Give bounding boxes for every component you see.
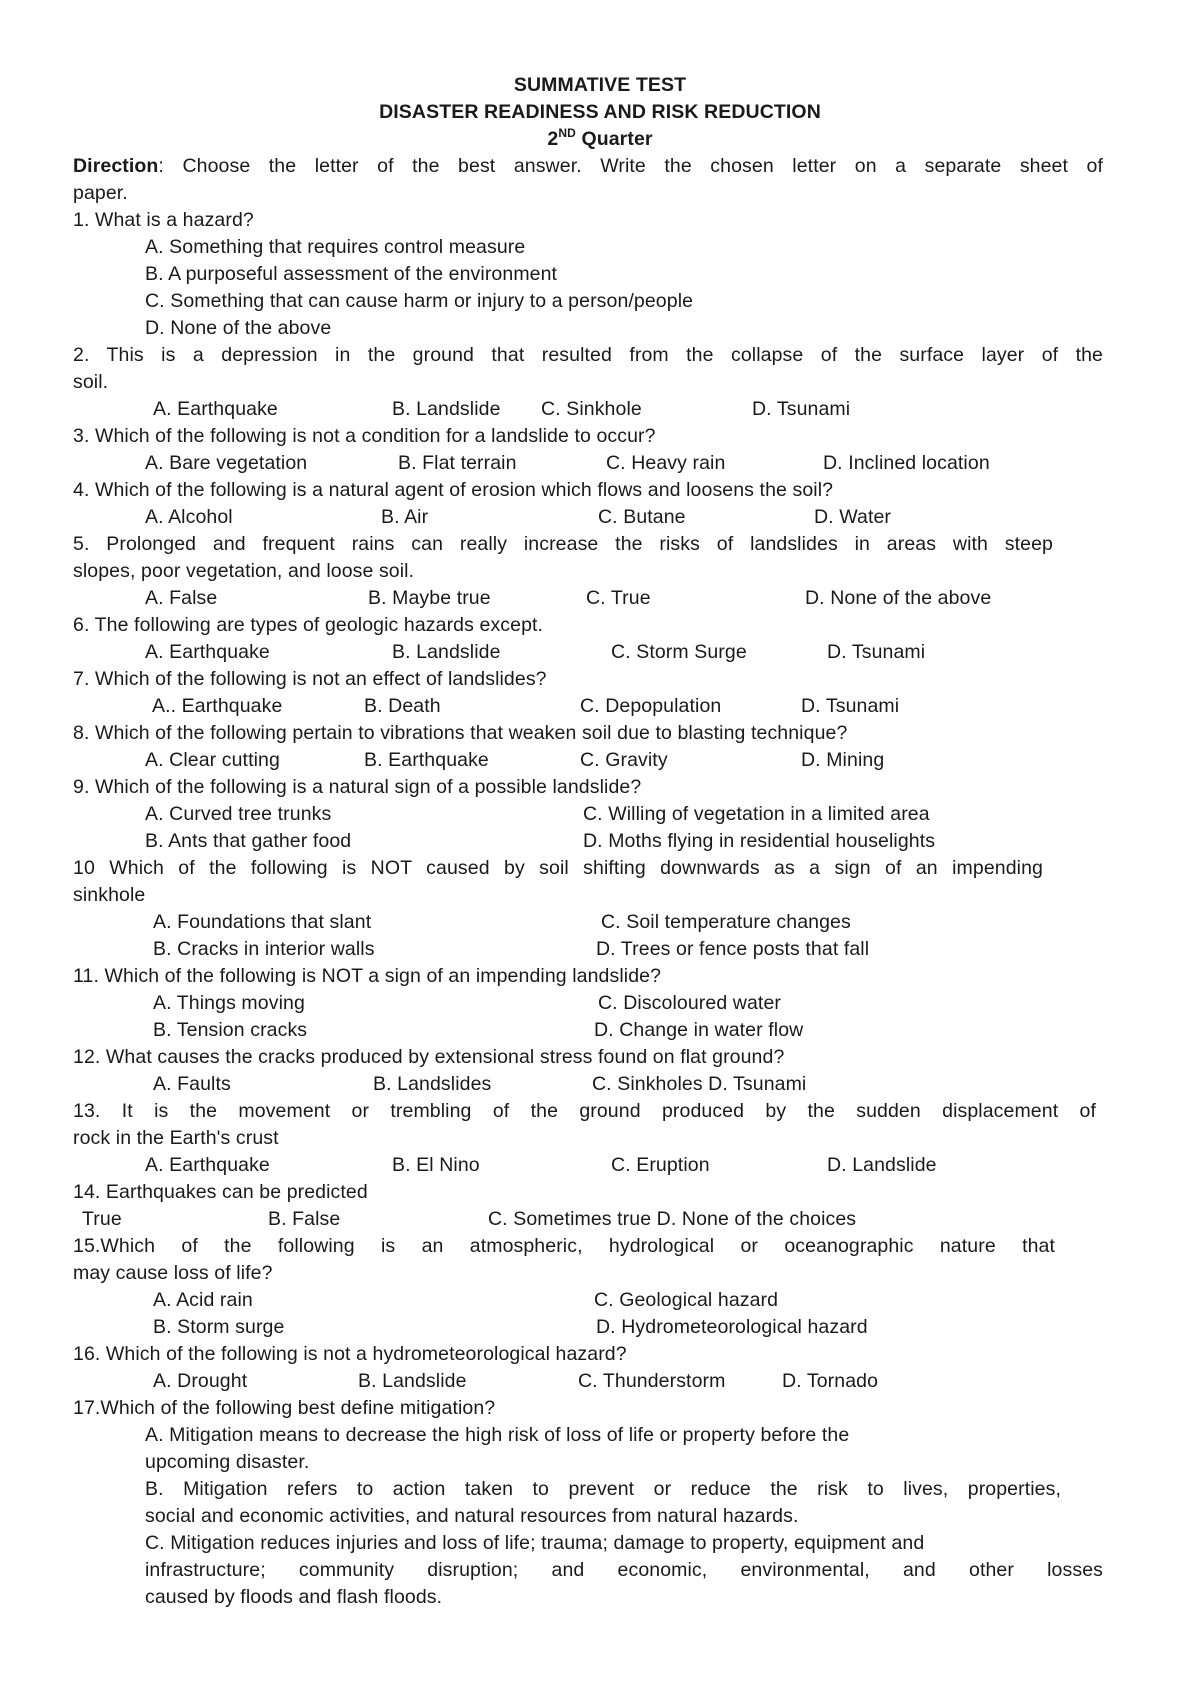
choice: A. Earthquake [145,641,270,663]
choice-cont: social and economic activities, and natural resources from natural hazards. [145,1505,799,1527]
question-stem: 13. It is the movement or trembling of the ground produced by the sudden displacement of [73,1100,1096,1122]
question-stem: 8. Which of the following pertain to vibrations that weaken soil due to blasting technique? [73,722,848,744]
choice: C. Butane [598,506,686,528]
question-stem: 14. Earthquakes can be predicted [73,1181,368,1203]
choice: A. Earthquake [145,1154,270,1176]
direction-text-cont: paper. [73,182,128,204]
question-stem: 10 Which of the following is NOT caused by soil shifting downwards as a sign of an impending [73,857,1043,879]
choice: B. Flat terrain [398,452,517,474]
question-stem: 9. Which of the following is a natural sign of a possible landslide? [73,776,642,798]
choice: D. Hydrometeorological hazard [596,1316,868,1338]
choice: C. Mitigation reduces injuries and loss of life; trauma; damage to property, equipment and [145,1532,925,1554]
choice: D. Water [814,506,892,528]
choice: A. False [145,587,218,609]
subject-title: DISASTER READINESS AND RISK REDUCTION [379,101,821,123]
choice: C. Storm Surge [611,641,747,663]
choice: A. Bare vegetation [145,452,308,474]
choice: C. Depopulation [580,695,722,717]
choice-cont: infrastructure; community disruption; and economic, environmental, and other losses [145,1559,1103,1581]
choice: A. Earthquake [153,398,278,420]
choice: D. None of the above [145,317,332,339]
choice: D. Tsunami [801,695,900,717]
question-stem: 12. What causes the cracks produced by extensional stress found on flat ground? [73,1046,785,1068]
question-stem: 3. Which of the following is not a condition for a landslide to occur? [73,425,656,447]
choice: D. Tornado [782,1370,879,1392]
choice: C. Thunderstorm [578,1370,726,1392]
choice: C. True [586,587,651,609]
choice: A. Clear cutting [145,749,280,771]
choice: A. Alcohol [145,506,233,528]
choice-cont: upcoming disaster. [145,1451,310,1473]
question-stem-cont: slopes, poor vegetation, and loose soil. [73,560,415,582]
choice: B. Maybe true [368,587,491,609]
choice: D. Landslide [827,1154,937,1176]
choice: B. False [268,1208,341,1230]
choice: A. Something that requires control measure [145,236,526,258]
question-stem: 17.Which of the following best define mitigation? [73,1397,496,1419]
choice: B. Ants that gather food [145,830,352,852]
choice: B. Tension cracks [153,1019,308,1041]
question-stem-cont: soil. [73,371,109,393]
choice: B. Landslide [392,398,501,420]
quarter-suffix: ND [558,125,576,140]
choice: D. Moths flying in residential houselights [583,830,936,852]
choice: A. Acid rain [153,1289,253,1311]
choice: A. Things moving [153,992,305,1014]
question-stem: 4. Which of the following is a natural agent of erosion which flows and loosens the soil? [73,479,834,501]
choice: B. Mitigation refers to action taken to prevent or reduce the risk to lives, properties, [145,1478,1061,1500]
choice: A.. Earthquake [152,695,283,717]
direction-label: Direction [73,155,159,177]
choice: B. Landslides [373,1073,492,1095]
choice: C. Soil temperature changes [601,911,851,933]
direction-line [73,153,1103,180]
question-stem-cont: may cause loss of life? [73,1262,273,1284]
choice: D. Tsunami [752,398,851,420]
choice: D. Tsunami [827,641,926,663]
question-stem: 2. This is a depression in the ground that resulted from the collapse of the surface layer of the [73,344,1103,366]
quarter-heading [0,126,1200,153]
choice: B. Landslide [392,641,501,663]
choice: A. Curved tree trunks [145,803,332,825]
question-stem-cont: rock in the Earth's crust [73,1127,279,1149]
question-stem: 11. Which of the following is NOT a sign of an impending landslide? [73,965,662,987]
choice: B. El Nino [392,1154,480,1176]
question-stem: 15.Which of the following is an atmospheric, hydrological or oceanographic nature that [73,1235,1055,1257]
choice: D. Trees or fence posts that fall [596,938,870,960]
choice: D. Mining [801,749,885,771]
choice: C. Sometimes true D. None of the choices [488,1208,857,1230]
choice: B. Air [381,506,429,528]
choice: C. Gravity [580,749,668,771]
choice: C. Eruption [611,1154,710,1176]
choice: D. Inclined location [823,452,990,474]
choice: C. Heavy rain [606,452,726,474]
choice: D. None of the above [805,587,992,609]
choice: B. Death [364,695,441,717]
choice: C. Something that can cause harm or injury to a person/people [145,290,694,312]
question-stem: 7. Which of the following is not an effect of landslides? [73,668,547,690]
quarter-number: 2 [547,128,559,150]
question-stem: 16. Which of the following is not a hydrometeorological hazard? [73,1343,627,1365]
choice: C. Sinkholes D. Tsunami [592,1073,807,1095]
choice: C. Discoloured water [598,992,781,1014]
question-stem: 1. What is a hazard? [73,209,254,231]
choice: A. Drought [153,1370,248,1392]
choice: True [82,1208,122,1230]
choice: B. Earthquake [364,749,489,771]
question-stem: 6. The following are types of geologic hazards except. [73,614,544,636]
test-title: SUMMATIVE TEST [513,74,687,96]
question-stem-cont: sinkhole [73,884,146,906]
choice-cont: caused by floods and flash floods. [145,1586,443,1608]
choice: C. Geological hazard [594,1289,779,1311]
choice: B. A purposeful assessment of the environment [145,263,558,285]
choice: A. Mitigation means to decrease the high risk of loss of life or property before the [145,1424,850,1446]
choice: D. Change in water flow [594,1019,804,1041]
choice: C. Sinkhole [541,398,642,420]
choice: B. Cracks in interior walls [153,938,375,960]
choice: B. Landslide [358,1370,467,1392]
quarter-word: Quarter [581,128,653,150]
direction-text: : Choose the letter of the best answer. Write the chosen letter on a separate sheet of [158,155,1103,177]
choice: B. Storm surge [153,1316,285,1338]
choice: A. Foundations that slant [153,911,372,933]
question-stem: 5. Prolonged and frequent rains can really increase the risks of landslides in areas with steep [73,533,1053,555]
choice: A. Faults [153,1073,231,1095]
choice: C. Willing of vegetation in a limited area [583,803,930,825]
